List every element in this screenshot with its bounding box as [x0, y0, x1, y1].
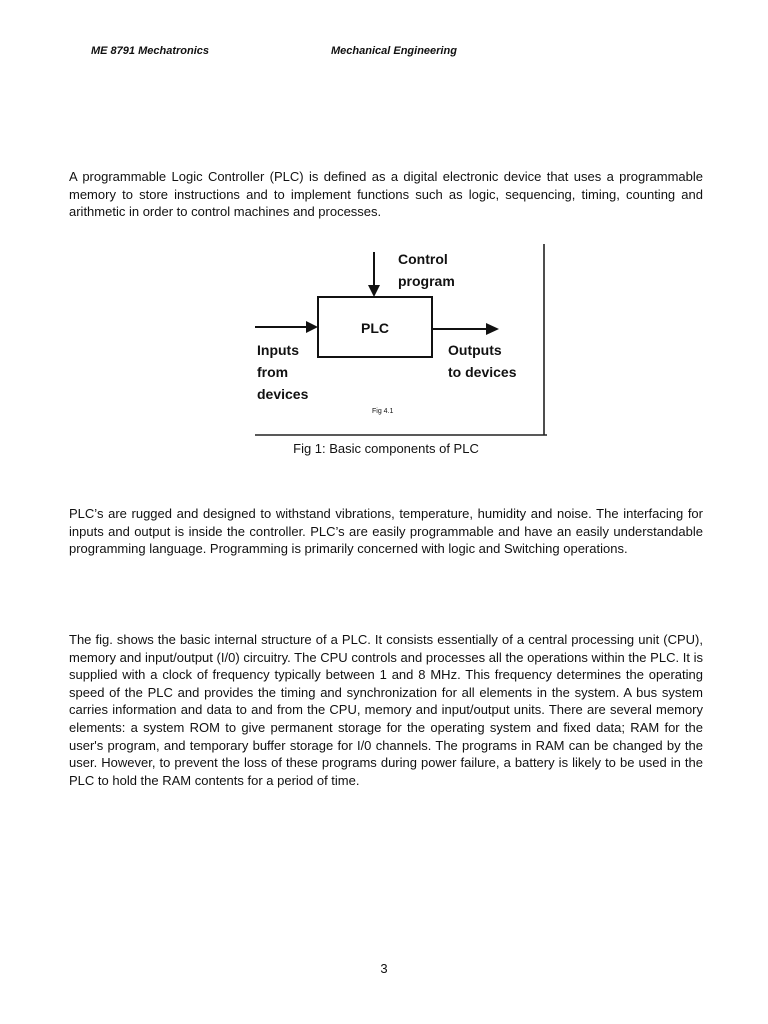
figure-id-label: Fig 4.1	[372, 408, 394, 415]
output-arrow-head	[486, 323, 499, 335]
paragraph-structure: The fig. shows the basic internal structure of a PLC. It consists essentially of a central processing unit (CPU), memory and input/output (I/0) circuitry. The CPU controls and processes all the operations within the PLC. It is supplied with a clock of frequency typically between 1 and 8 MHz. This frequency determines the operating speed of the PLC and provides the timing and synchronization for all elements in the system. A bus system carries information and data to and from the CPU, memory and input/output units. There are several memory elements: a system ROM to give permanent storage for the operating system and fixed data; RAM for the user's program, and temporary buffer storage for I/0 channels. The programs in RAM can be changed by the user. However, to prevent the loss of these programs during power failure, a battery is likely to be used in the PLC to hold the RAM contents for a period of time.	[69, 632, 703, 788]
input-arrow-head	[306, 321, 318, 333]
plc-block-label: PLC	[361, 320, 389, 336]
outputs-label-line1: Outputs	[448, 342, 502, 358]
outputs-label-line2: to devices	[448, 364, 517, 380]
inputs-label-line2: from	[257, 364, 289, 380]
inputs-label-line1: Inputs	[257, 342, 299, 358]
header-department: Mechanical Engineering	[331, 45, 457, 57]
paragraph-intro: A programmable Logic Controller (PLC) is defined as a digital electronic device that uses a programmable memory to store instructions and to implement functions such as logic, sequencing, timing, counting and arithmetic in order to control machines and processes.	[69, 169, 703, 220]
plc-block-diagram	[255, 242, 551, 438]
control-label-line1: Control	[398, 251, 448, 267]
inputs-label-line3: devices	[257, 386, 309, 402]
control-label-line2: program	[398, 273, 455, 289]
header-course: ME 8791 Mechatronics	[91, 45, 209, 57]
paragraph-features: PLC’s are rugged and designed to withstand vibrations, temperature, humidity and noise. The interfacing for inputs and output is inside the controller. PLC’s are easily programmable and have an easily understandable programming language. Programming is primarily concerned with logic and Switching operations.	[69, 506, 703, 557]
figure-caption: Fig 1: Basic components of PLC	[293, 441, 479, 456]
control-arrow-head	[368, 285, 380, 297]
page-number: 3	[380, 961, 388, 976]
